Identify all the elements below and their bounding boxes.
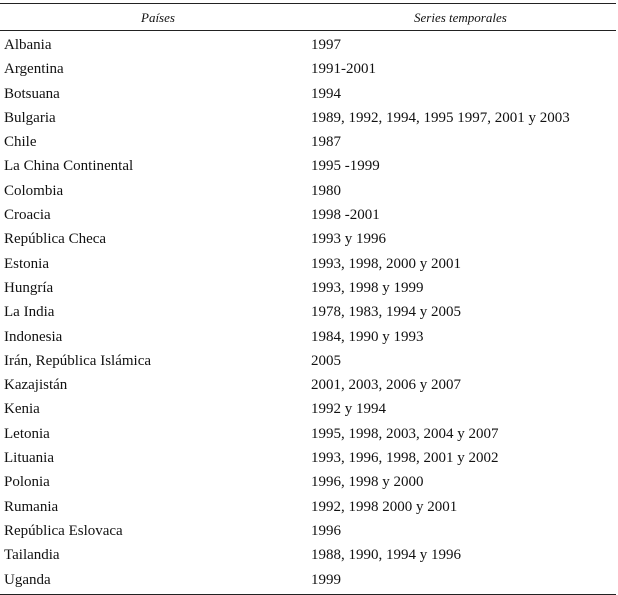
country-cell: Kenia (4, 401, 40, 418)
table-row (0, 519, 616, 543)
country-cell: Argentina (4, 61, 64, 78)
table-row (0, 33, 616, 57)
series-cell: 2005 (311, 352, 341, 369)
table-row (0, 495, 616, 519)
country-cell: Estonia (4, 255, 49, 272)
table-row (0, 57, 616, 81)
series-cell: 1993, 1998 y 1999 (311, 279, 424, 296)
header-countries: Países (141, 10, 175, 25)
table-row (0, 154, 616, 178)
table-row (0, 397, 616, 421)
table-row (0, 470, 616, 494)
table-row (0, 106, 616, 130)
country-cell: Irán, República Islámica (4, 352, 152, 369)
table-row (0, 422, 616, 446)
country-cell: República Eslovaca (4, 522, 123, 539)
table-row (0, 179, 616, 203)
series-cell: 1998 -2001 (311, 207, 380, 224)
series-cell: 1996, 1998 y 2000 (311, 474, 424, 491)
table-row (0, 543, 616, 567)
table-row (0, 300, 616, 324)
table-row (0, 568, 616, 592)
series-cell: 1995, 1998, 2003, 2004 y 2007 (311, 425, 499, 442)
table-row (0, 82, 616, 106)
table-row (0, 203, 616, 227)
country-cell: Kazajistán (4, 377, 68, 394)
series-cell: 1980 (311, 182, 341, 199)
series-cell: 1978, 1983, 1994 y 2005 (311, 304, 461, 321)
table-body (0, 31, 616, 594)
country-cell: Letonia (4, 425, 50, 442)
country-cell: Polonia (4, 474, 50, 491)
country-cell: Tailandia (4, 547, 60, 564)
country-cell: Croacia (4, 207, 51, 224)
country-cell: Bulgaria (4, 109, 56, 126)
series-cell: 1995 -1999 (311, 158, 380, 175)
series-cell: 2001, 2003, 2006 y 2007 (311, 377, 461, 394)
country-cell: La China Continental (4, 158, 134, 175)
series-cell: 1993, 1996, 1998, 2001 y 2002 (311, 450, 499, 467)
table-row (0, 325, 616, 349)
country-cell: La India (4, 304, 55, 321)
country-cell: Botsuana (4, 85, 60, 102)
series-cell: 1993, 1998, 2000 y 2001 (311, 255, 461, 272)
country-cell: Albania (4, 37, 52, 53)
table-row (0, 446, 616, 470)
series-cell: 1999 (311, 571, 341, 588)
table-header (0, 4, 616, 30)
table-row (0, 252, 616, 276)
series-cell: 1996 (311, 522, 341, 539)
table-row (0, 130, 616, 154)
country-cell: República Checa (4, 231, 107, 248)
series-cell: 1997 (311, 37, 341, 53)
series-cell: 1992 y 1994 (311, 401, 386, 418)
table-row (0, 349, 616, 373)
table-row (0, 373, 616, 397)
country-cell: Uganda (4, 571, 51, 588)
country-cell: Hungría (4, 279, 54, 296)
country-cell: Rumania (4, 498, 59, 515)
series-cell: 1993 y 1996 (311, 231, 386, 248)
series-cell: 1992, 1998 2000 y 2001 (311, 498, 458, 515)
series-cell: 1987 (311, 134, 341, 151)
table-row (0, 227, 616, 251)
series-cell: 1991-2001 (311, 61, 376, 78)
country-cell: Colombia (4, 182, 64, 199)
table-row (0, 276, 616, 300)
series-cell: 1984, 1990 y 1993 (311, 328, 424, 345)
series-cell: 1989, 1992, 1994, 1995 1997, 2001 y 2003 (311, 109, 570, 126)
country-cell: Chile (4, 134, 37, 151)
header-series: Series temporales (414, 10, 507, 25)
series-cell: 1988, 1990, 1994 y 1996 (311, 547, 461, 564)
country-cell: Lituania (4, 450, 54, 467)
series-cell: 1994 (311, 85, 341, 102)
country-cell: Indonesia (4, 328, 63, 345)
data-table (0, 3, 616, 595)
